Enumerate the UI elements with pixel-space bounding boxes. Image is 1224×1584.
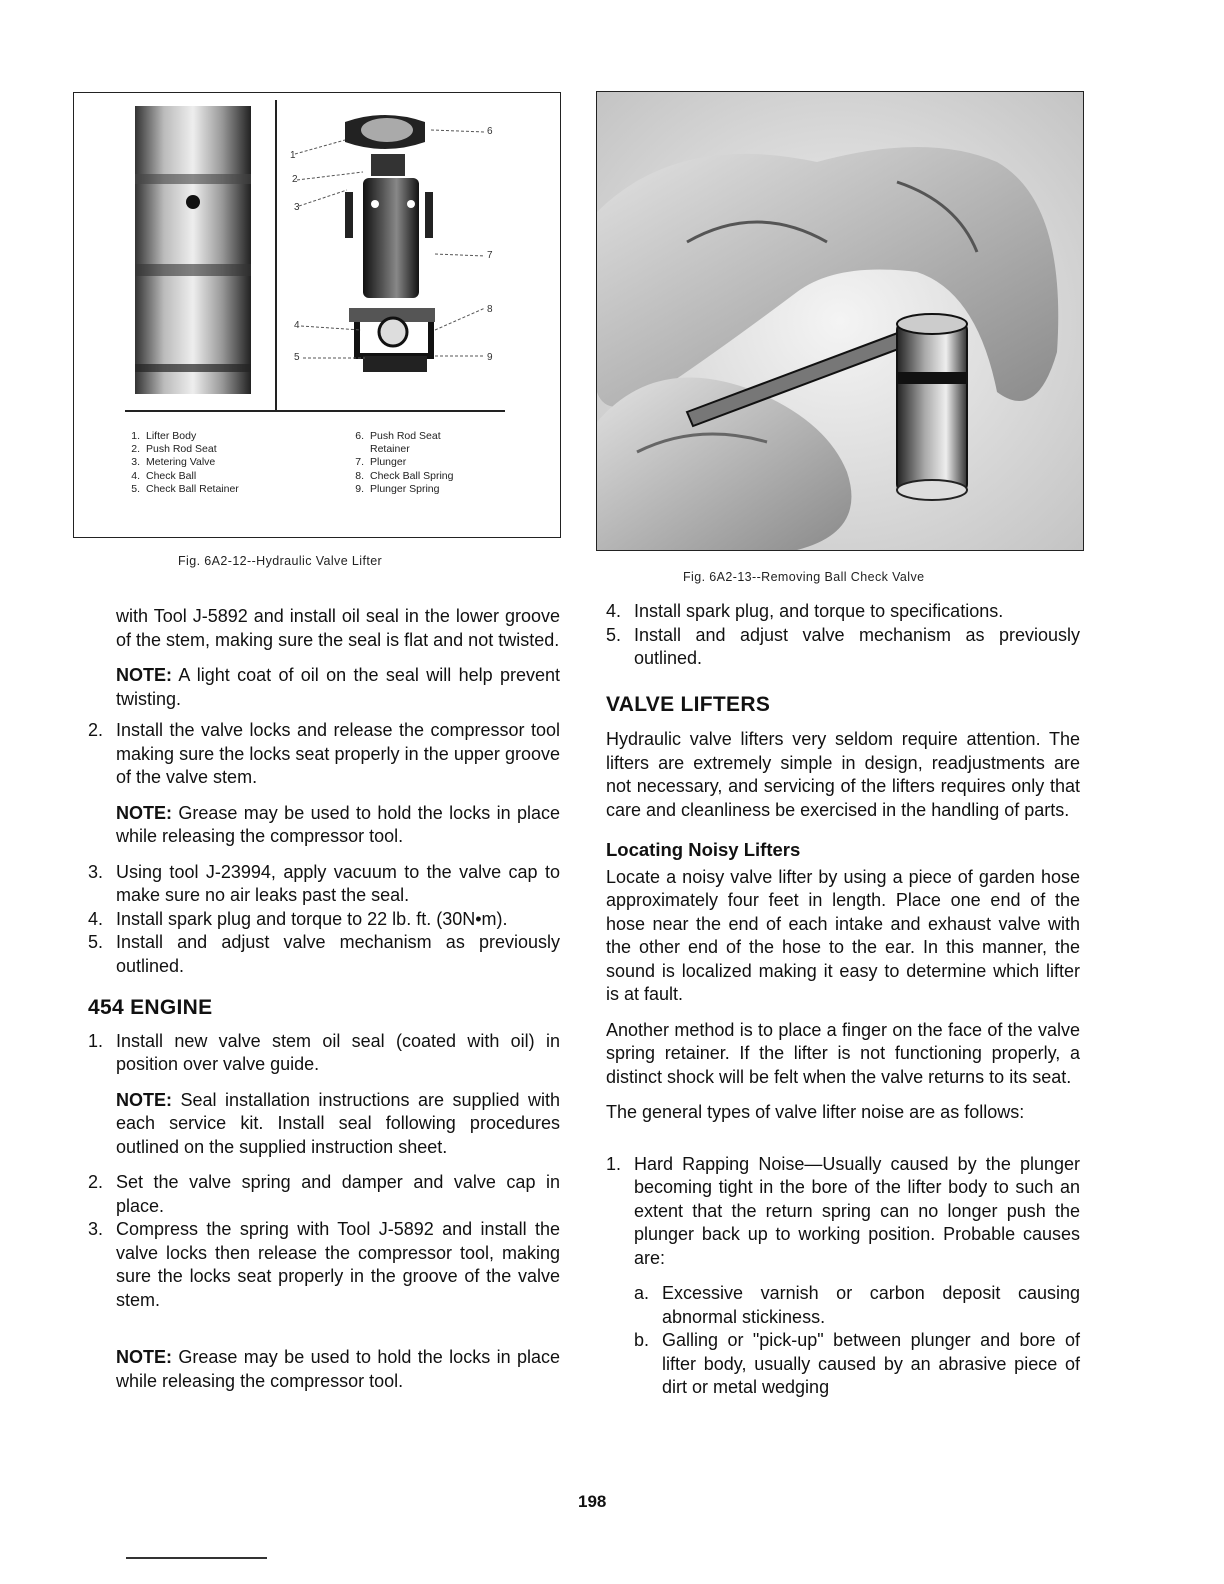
item-text: Hard Rapping Noise—Usually caused by the plunger becoming tight in the bore of the lifter body to such an extent that the return spring can no longer push the plunger back up to working position. Probable causes are: [634,1153,1080,1268]
item-number: 3. [88,1219,104,1239]
note [88,802,560,849]
note [88,664,560,711]
note-text: Seal installation instructions are supplied with each service kit. Install seal following procedures outlined on the supplied instruction sheet. [116,1089,560,1157]
item-text: Excessive varnish or carbon deposit causing abnormal stickiness. [662,1283,1080,1327]
left-column [88,605,560,1393]
legend-item: 1. Lifter Body [131,430,197,442]
item-text: Compress the spring with Tool J-5892 and install the valve locks then release the compressor tool, making sure the locks seat properly in the groove of the valve stem. [116,1219,560,1310]
section-heading-454-engine: 454 ENGINE [88,996,213,1019]
subheading-locating-noisy-lifters: Locating Noisy Lifters [606,839,801,860]
note-label: NOTE: [116,802,172,823]
list-item [88,719,560,790]
callout-9: 9 [487,352,493,363]
legend-item: 6. Push Rod Seat [355,430,441,442]
note [88,1089,560,1160]
lifter-body-drawing [135,106,251,394]
legend-item: 9. Plunger Spring [355,482,440,495]
note [88,1346,560,1393]
figure-removing-ball-check-valve [596,91,1084,551]
legend-item: 8. Check Ball Spring [355,469,454,482]
paragraph: Another method is to place a finger on the face of the valve spring retainer. If the lifter is not functioning properly, a distinct shock will be felt when the valve returns to its seat. [606,1019,1080,1087]
paragraph: Hydraulic valve lifters very seldom require attention. The lifters are extremely simple in design, readjustments are not necessary, and servicing of the lifters requires only that care and cleanliness be exercised in the handling of parts. [606,729,1080,820]
list-item [88,908,560,932]
legend-right [352,430,453,496]
legend-item: 2. Push Rod Seat [131,443,217,456]
item-number: 5. [606,624,622,645]
callout-5: 5 [294,352,300,363]
item-text: Install and adjust valve mechanism as previously outlined. [116,932,560,976]
footer-rule [126,1557,267,1559]
legend-item: 3. Metering Valve [131,456,216,469]
note-label: NOTE: [116,665,172,685]
item-letter: a. [634,1283,650,1303]
callout-6: 6 [487,126,493,137]
callout-2: 2 [292,174,298,185]
note-text: Grease may be used to hold the locks in place while releasing the compressor tool. [116,1347,560,1391]
item-letter: b. [634,1330,650,1350]
paragraph: Locate a noisy valve lifter by using a piece of garden hose approximately four feet in length. Place one end of the hose near the end of each intake and exhaust valve with the other end of the hose to the ear. In this manner, the sound is localized making it easy to determine which lifter is at fault. [606,866,1080,1004]
item-text: Install and adjust valve mechanism as previously outlined. [634,624,1080,668]
item-text: Install new valve stem oil seal (coated with oil) in position over valve guide. [116,1030,560,1074]
note-text: Grease may be used to hold the locks in place while releasing the compressor tool. [116,802,560,846]
item-text: Set the valve spring and damper and valve cap in place. [116,1172,560,1216]
item-text: Galling or "pick-up" between plunger and bore of lifter body, usually caused by an abrasive piece of dirt or metal wedging [662,1330,1080,1397]
legend-item: 7. Plunger [355,456,407,469]
sub-list-item [606,1282,1080,1329]
note-label: NOTE: [116,1089,172,1110]
right-column [606,600,1080,1400]
paragraph: The general types of valve lifter noise are as follows: [606,1102,1025,1122]
callout-1: 1 [290,150,296,161]
figure-divider-horizontal [125,410,505,412]
legend-item: 4. Check Ball [131,469,197,482]
intro-paragraph: with Tool J-5892 and install oil seal in the lower groove of the stem, making sure the seal is flat and not twisted. [116,606,560,650]
figure2-caption: Fig. 6A2-13--Removing Ball Check Valve [683,570,925,584]
page-number: 198 [578,1492,607,1511]
sub-list-item [606,1329,1080,1400]
figure1-caption: Fig. 6A2-12--Hydraulic Valve Lifter [178,554,383,568]
item-number: 5. [88,932,104,952]
note-label: NOTE: [116,1347,172,1367]
item-number: 4. [606,601,622,621]
figure-divider-vertical [275,100,277,410]
item-text: Using tool J-23994, apply vacuum to the valve cap to make sure no air leaks past the seal. [116,861,560,905]
list-item [88,1030,560,1077]
list-item [606,1153,1080,1271]
item-number: 3. [88,861,104,882]
list-item [88,861,560,908]
callout-8: 8 [487,304,493,315]
item-text: Install spark plug, and torque to specifications. [634,601,1004,621]
legend-left [128,430,239,496]
item-number: 1. [606,1153,622,1174]
note-text: A light coat of oil on the seal will help prevent twisting. [116,665,560,709]
list-item [88,1171,560,1218]
item-number: 1. [88,1030,104,1051]
item-number: 2. [88,1172,104,1192]
item-number: 2. [88,720,104,740]
legend-item: Retainer [370,443,410,456]
callout-4: 4 [294,320,300,331]
plunger-exploded-drawing [345,115,435,372]
item-number: 4. [88,908,104,929]
list-item [88,1218,560,1312]
item-text: Install spark plug and torque to 22 lb. ft. (30N•m). [116,908,508,929]
callout-3: 3 [294,202,300,213]
section-heading-valve-lifters: VALVE LIFTERS [606,692,771,716]
list-item [88,931,560,978]
photo-removing-check-valve [597,92,1083,550]
list-item [606,624,1080,671]
list-item [606,600,1080,624]
callout-7: 7 [487,250,493,261]
legend-item: 5. Check Ball Retainer [131,482,239,495]
item-text: Install the valve locks and release the compressor tool making sure the locks seat properly in the upper groove of the valve stem. [116,720,560,787]
